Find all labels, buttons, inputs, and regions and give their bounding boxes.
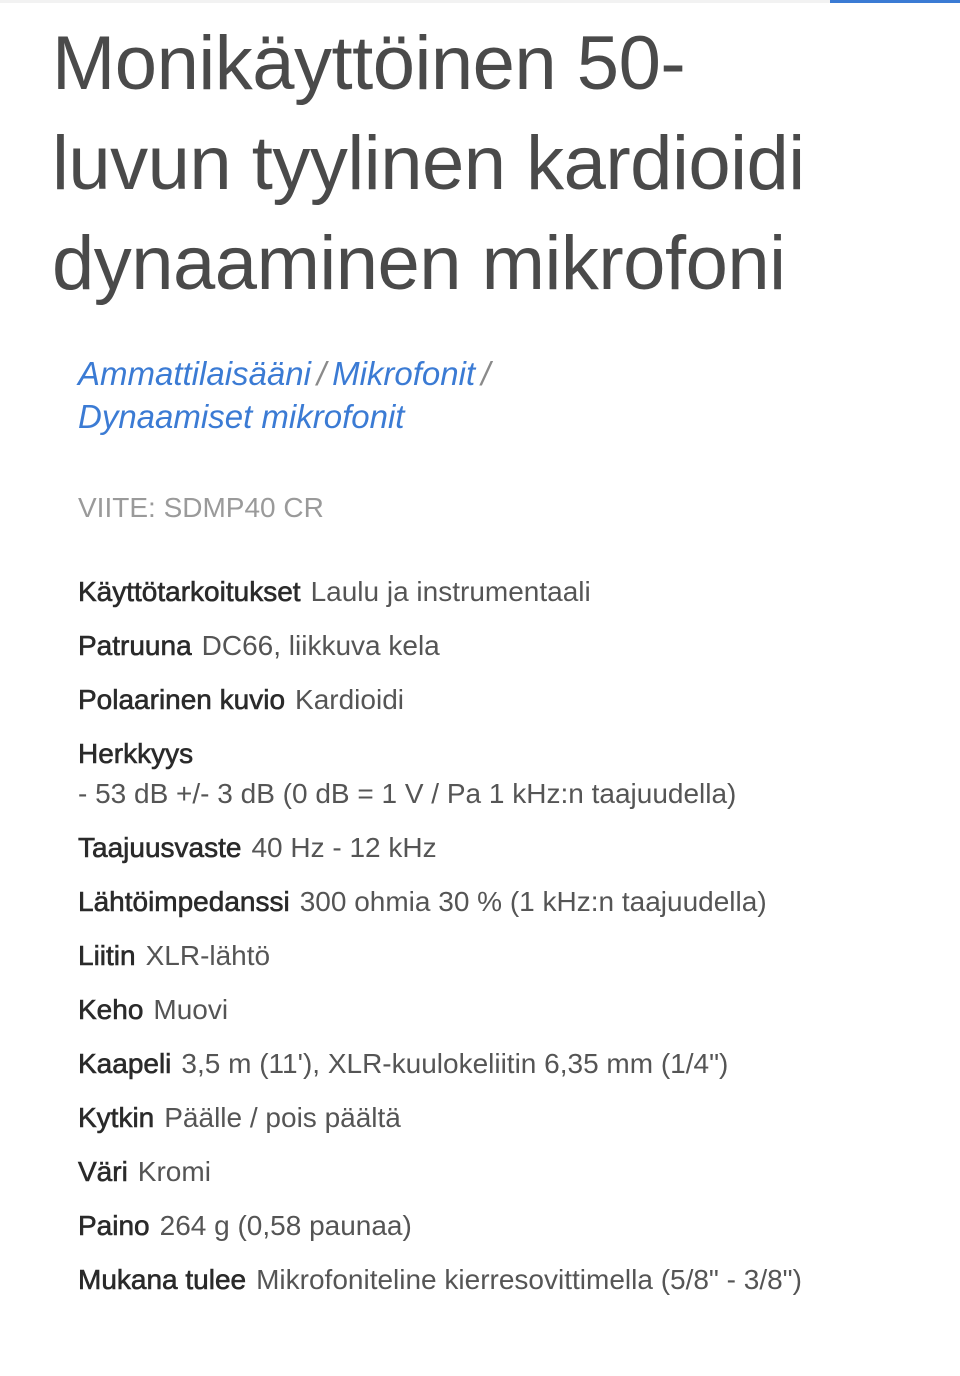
spec-label: Kaapeli <box>78 1048 172 1079</box>
spec-row-polaarinen-kuvio <box>78 682 938 718</box>
spec-label: Väri <box>78 1156 128 1187</box>
spec-row-mukana-tulee <box>78 1262 938 1298</box>
spec-row-kaapeli <box>78 1046 938 1082</box>
spec-row-keho <box>78 992 938 1028</box>
breadcrumb-link-ammattilaisaani[interactable]: Ammattilaisääni <box>78 355 311 392</box>
spec-value: 3,5 m (11'), XLR-kuulokeliitin 6,35 mm (1/4") <box>181 1048 729 1079</box>
product-title <box>52 14 912 314</box>
spec-label: Lähtöimpedanssi <box>78 886 290 917</box>
spec-label: Käyttötarkoitukset <box>78 576 301 607</box>
top-accent-bar <box>830 0 960 3</box>
spec-value: Muovi <box>153 994 229 1025</box>
spec-value: Päälle / pois päältä <box>164 1102 401 1133</box>
spec-label: Polaarinen kuvio <box>78 684 286 715</box>
spec-label: Patruuna <box>78 630 192 661</box>
product-title-line-1: Monikäyttöinen 50- <box>52 21 686 106</box>
spec-value: Kromi <box>137 1156 211 1187</box>
spec-row-patruuna <box>78 628 938 664</box>
spec-row-lahtoimpedanssi <box>78 884 938 920</box>
spec-label: Paino <box>78 1210 150 1241</box>
product-title-line-2: luvun tyylinen kardioidi <box>52 121 805 206</box>
breadcrumb <box>78 352 898 438</box>
spec-value: Mikrofoniteline kierresovittimella (5/8" - 3/8") <box>256 1264 802 1295</box>
breadcrumb-separator: / <box>481 355 491 392</box>
spec-label: Taajuusvaste <box>78 832 242 863</box>
breadcrumb-link-dynaamiset-mikrofonit[interactable]: Dynaamiset mikrofonit <box>78 398 405 435</box>
spec-label: Herkkyys <box>78 738 194 769</box>
spec-list <box>78 574 938 1316</box>
spec-value: 40 Hz - 12 kHz <box>251 832 437 863</box>
top-bar <box>0 0 960 3</box>
spec-row-kytkin <box>78 1100 938 1136</box>
spec-value: Kardioidi <box>295 684 404 715</box>
spec-row-liitin <box>78 938 938 974</box>
spec-row-taajuusvaste <box>78 830 938 866</box>
spec-value: Laulu ja instrumentaali <box>310 576 591 607</box>
spec-value: XLR-lähtö <box>145 940 271 971</box>
breadcrumb-link-mikrofonit[interactable]: Mikrofonit <box>332 355 476 392</box>
spec-row-vari <box>78 1154 938 1190</box>
spec-label: Keho <box>78 994 144 1025</box>
spec-value: 300 ohmia 30 % (1 kHz:n taajuudella) <box>299 886 767 917</box>
spec-label: Kytkin <box>78 1102 155 1133</box>
spec-row-paino <box>78 1208 938 1244</box>
spec-row-kayttotarkoitukset <box>78 574 938 610</box>
breadcrumb-separator: / <box>316 355 327 392</box>
spec-value: 264 g (0,58 paunaa) <box>159 1210 412 1241</box>
product-reference: VIITE: SDMP40 CR <box>78 492 324 523</box>
spec-row-herkkyys <box>78 736 938 812</box>
spec-value: DC66, liikkuva kela <box>201 630 440 661</box>
product-title-line-3: dynaaminen mikrofoni <box>52 221 786 306</box>
spec-label: Liitin <box>78 940 136 971</box>
spec-value: - 53 dB +/- 3 dB (0 dB = 1 V / Pa 1 kHz:n taajuudella) <box>78 778 737 809</box>
spec-label: Mukana tulee <box>78 1264 247 1295</box>
